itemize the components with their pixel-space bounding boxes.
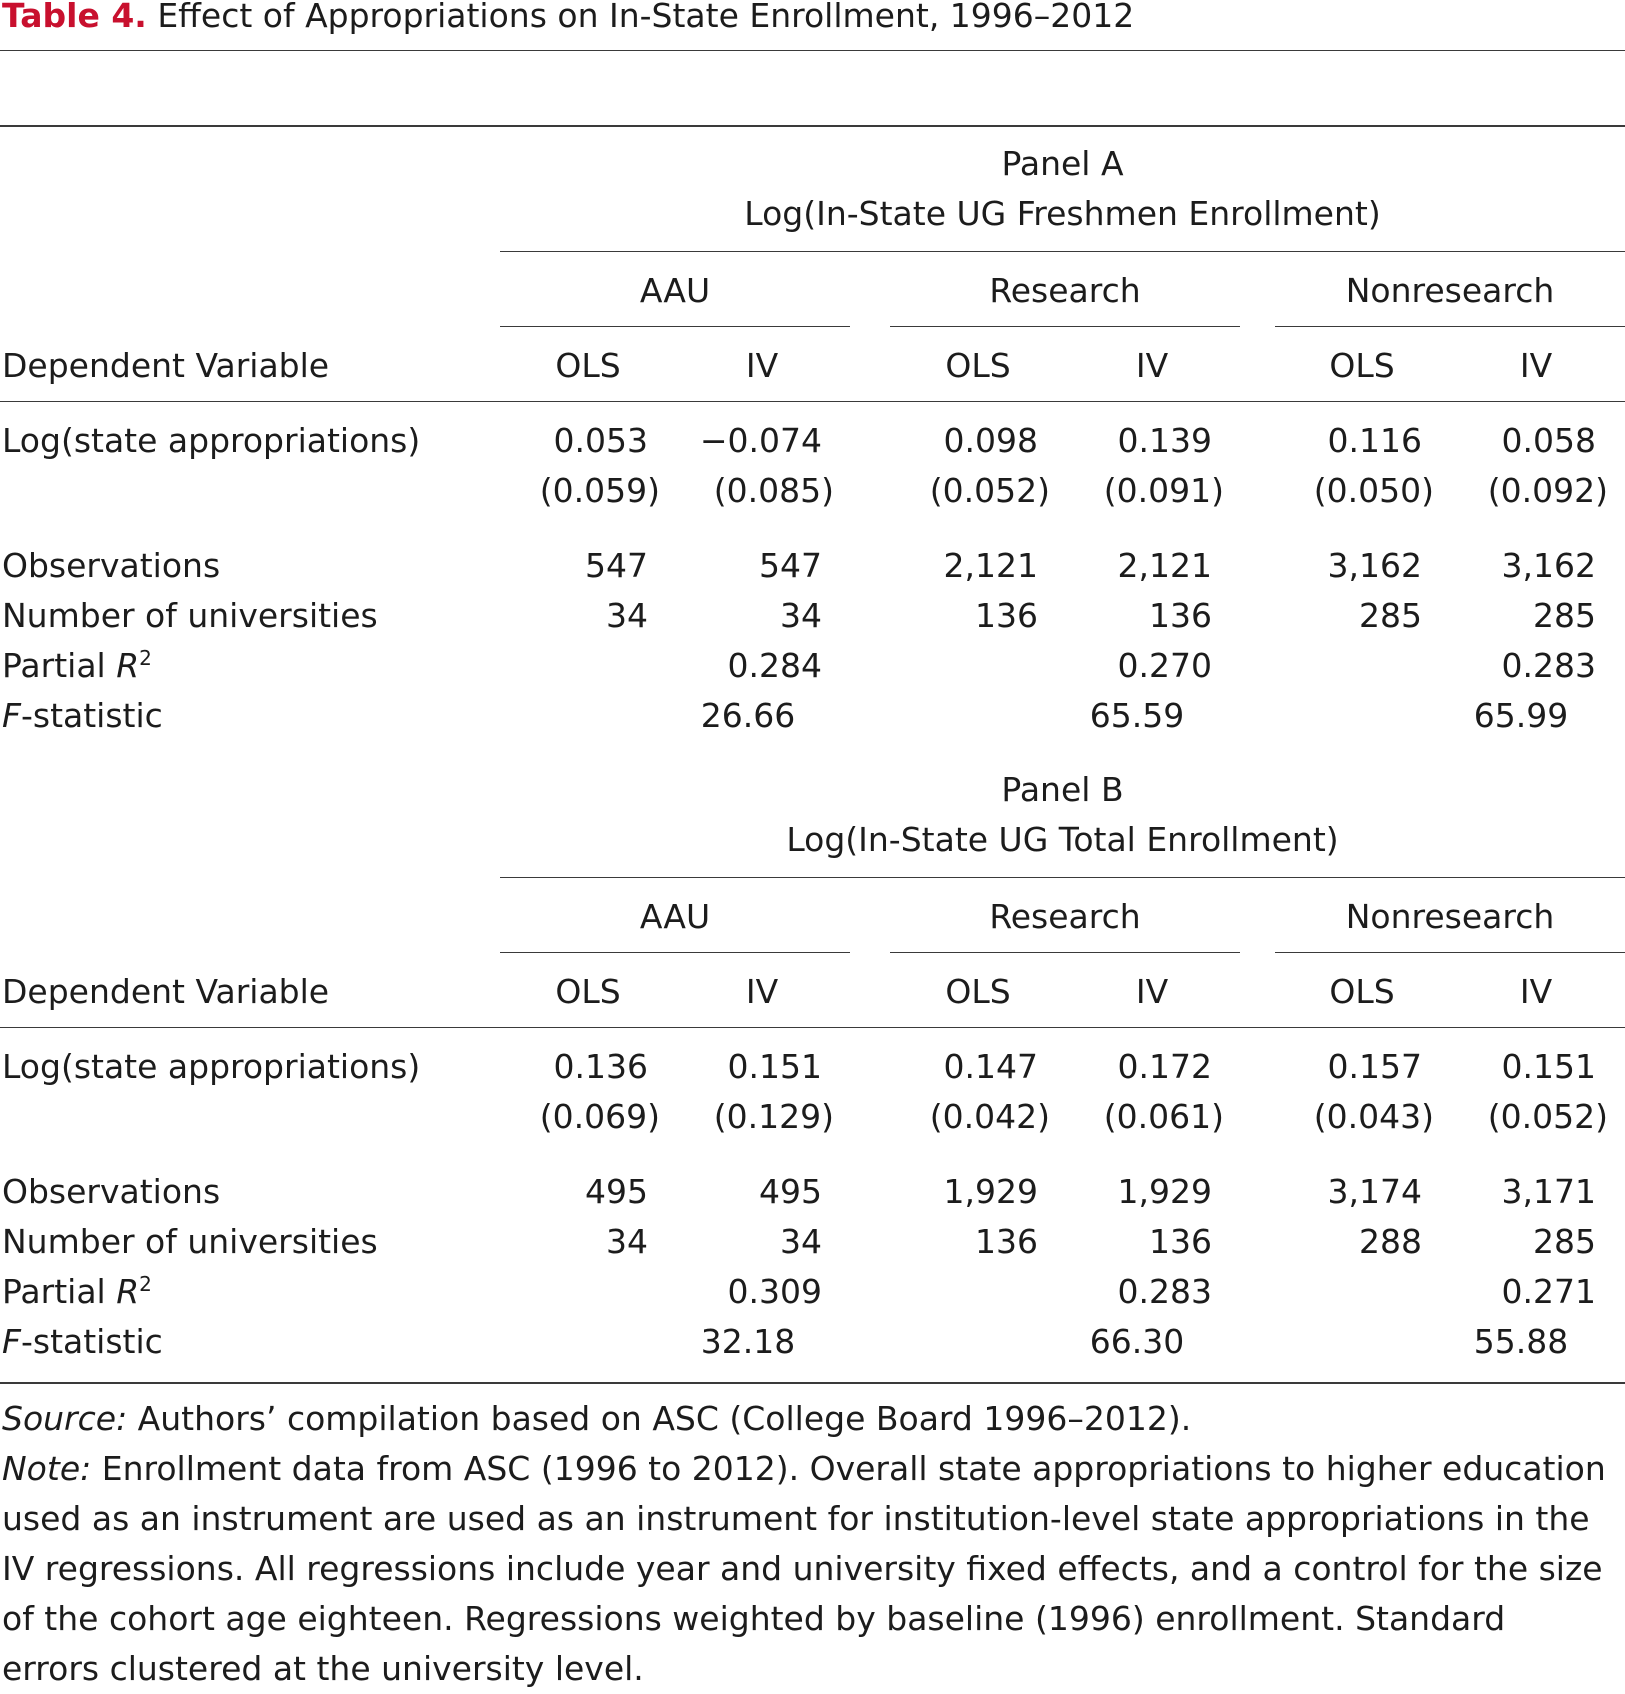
coefficient-cell: 0.157	[1327, 1047, 1422, 1086]
standard-error-cell: (0.052)	[929, 471, 1050, 510]
note-paragraph	[2, 1444, 1607, 1694]
r2-symbol: R	[116, 646, 140, 685]
panel-span-rule	[500, 877, 1625, 878]
universities-cell: 285	[1359, 596, 1422, 635]
partial-r2-cell: 0.270	[1117, 646, 1212, 685]
f-statistic-cell: 65.59	[1089, 696, 1185, 735]
coefficient-cell: 0.172	[1117, 1047, 1212, 1086]
note-label: Note:	[2, 1449, 92, 1488]
group-header: Research	[989, 897, 1141, 936]
coefficient-cell: 0.151	[1501, 1047, 1596, 1086]
table-title-text: Effect of Appropriations on In-State Enrollment, 1996–2012	[157, 0, 1135, 35]
coefficient-cell: 0.136	[553, 1047, 648, 1086]
group-header: Research	[989, 271, 1141, 310]
standard-error-cell: (0.069)	[539, 1097, 660, 1136]
title-rule	[0, 50, 1625, 51]
coefficient-cell: −0.074	[699, 421, 822, 460]
f-statistic-cell: 26.66	[700, 696, 796, 735]
group-span-rule	[890, 952, 1240, 953]
universities-cell: 136	[975, 1222, 1038, 1261]
observations-cell: 1,929	[1117, 1172, 1212, 1211]
r2-symbol: R	[116, 1272, 140, 1311]
header-bottom-rule	[0, 1027, 1625, 1028]
universities-cell: 288	[1359, 1222, 1422, 1261]
column-header: IV	[1135, 972, 1169, 1011]
partial-r2-cell: 0.309	[727, 1272, 822, 1311]
standard-error-cell: (0.061)	[1103, 1097, 1224, 1136]
coefficient-cell: 0.098	[943, 421, 1038, 460]
row-label	[2, 696, 163, 736]
standard-error-cell: (0.050)	[1313, 471, 1434, 510]
column-header: IV	[745, 972, 779, 1011]
dependent-variable-label: Log(In-State UG Total Enrollment)	[786, 820, 1339, 859]
r2-label-text: Partial	[2, 1272, 117, 1311]
coefficient-cell: 0.151	[727, 1047, 822, 1086]
group-span-rule	[1275, 326, 1625, 327]
observations-cell: 3,162	[1501, 546, 1596, 585]
group-span-rule	[500, 952, 850, 953]
coefficient-cell: 0.116	[1327, 421, 1422, 460]
dependent-variable-label: Log(In-State UG Freshmen Enrollment)	[744, 194, 1381, 233]
source-text: Authors’ compilation based on ASC (College Board 1996–2012).	[127, 1399, 1192, 1438]
observations-cell: 3,174	[1327, 1172, 1422, 1211]
table-bottom-rule	[0, 1382, 1625, 1384]
observations-cell: 547	[759, 546, 822, 585]
observations-cell: 495	[585, 1172, 648, 1211]
row-label: Number of universities	[2, 596, 378, 635]
partial-r2-cell: 0.283	[1117, 1272, 1212, 1311]
f-symbol: F	[2, 1322, 21, 1361]
row-label: Log(state appropriations)	[2, 421, 421, 460]
table-top-rule	[0, 125, 1625, 127]
group-span-rule	[890, 326, 1240, 327]
coefficient-cell: 0.147	[943, 1047, 1038, 1086]
column-header: IV	[1519, 346, 1553, 385]
table-title	[2, 0, 1134, 36]
group-span-rule	[500, 326, 850, 327]
universities-cell: 34	[606, 596, 648, 635]
row-label: Log(state appropriations)	[2, 1047, 421, 1086]
universities-cell: 136	[1149, 596, 1212, 635]
standard-error-cell: (0.059)	[539, 471, 660, 510]
standard-error-cell: (0.043)	[1313, 1097, 1434, 1136]
universities-cell: 285	[1533, 596, 1596, 635]
r2-label-text: Partial	[2, 646, 117, 685]
row-label	[2, 1272, 152, 1312]
stub-header: Dependent Variable	[2, 972, 330, 1011]
row-label	[2, 1322, 163, 1362]
column-header: IV	[1519, 972, 1553, 1011]
column-header: OLS	[945, 972, 1011, 1011]
source-note	[2, 1394, 1607, 1444]
table-number: Table 4.	[2, 0, 147, 35]
coefficient-cell: 0.058	[1501, 421, 1596, 460]
f-statistic-cell: 55.88	[1473, 1322, 1569, 1361]
group-header: AAU	[639, 271, 711, 310]
standard-error-cell: (0.092)	[1487, 471, 1608, 510]
universities-cell: 136	[1149, 1222, 1212, 1261]
universities-cell: 34	[780, 1222, 822, 1261]
column-header: IV	[745, 346, 779, 385]
universities-cell: 136	[975, 596, 1038, 635]
observations-cell: 495	[759, 1172, 822, 1211]
source-label: Source:	[2, 1399, 128, 1438]
universities-cell: 285	[1533, 1222, 1596, 1261]
row-label: Observations	[2, 1172, 221, 1211]
column-header: OLS	[945, 346, 1011, 385]
standard-error-cell: (0.091)	[1103, 471, 1224, 510]
column-header: OLS	[555, 972, 621, 1011]
group-header: Nonresearch	[1345, 897, 1555, 936]
f-statistic-cell: 66.30	[1089, 1322, 1185, 1361]
partial-r2-cell: 0.271	[1501, 1272, 1596, 1311]
observations-cell: 547	[585, 546, 648, 585]
standard-error-cell: (0.129)	[713, 1097, 834, 1136]
partial-r2-cell: 0.283	[1501, 646, 1596, 685]
r2-superscript: 2	[139, 1272, 152, 1296]
column-header: OLS	[1329, 972, 1395, 1011]
observations-cell: 3,162	[1327, 546, 1422, 585]
row-label: Observations	[2, 546, 221, 585]
partial-r2-cell: 0.284	[727, 646, 822, 685]
f-statistic-cell: 65.99	[1473, 696, 1569, 735]
standard-error-cell: (0.085)	[713, 471, 834, 510]
column-header: OLS	[555, 346, 621, 385]
coefficient-cell: 0.053	[553, 421, 648, 460]
group-header: AAU	[639, 897, 711, 936]
universities-cell: 34	[780, 596, 822, 635]
group-header: Nonresearch	[1345, 271, 1555, 310]
f-statistic-cell: 32.18	[700, 1322, 796, 1361]
observations-cell: 1,929	[943, 1172, 1038, 1211]
r2-superscript: 2	[139, 646, 152, 670]
observations-cell: 2,121	[1117, 546, 1212, 585]
panel-label: Panel B	[1001, 770, 1124, 809]
standard-error-cell: (0.042)	[929, 1097, 1050, 1136]
column-header: IV	[1135, 346, 1169, 385]
table-notes	[2, 1394, 1607, 1694]
row-label	[2, 646, 152, 686]
f-label-text: -statistic	[20, 1322, 163, 1361]
universities-cell: 34	[606, 1222, 648, 1261]
stub-header: Dependent Variable	[2, 346, 330, 385]
f-label-text: -statistic	[20, 696, 163, 735]
group-span-rule	[1275, 952, 1625, 953]
row-label: Number of universities	[2, 1222, 378, 1261]
note-text: Enrollment data from ASC (1996 to 2012). Overall state appropriations to higher education used as an instrument are used as an instrument for institution-level state appropriations in the IV regressions. All regressions include year and university fixed effects, and a control for the size of the cohort age eighteen. Regressions weighted by baseline (1996) enrollment. Standard errors clustered at the university level.	[2, 1449, 1606, 1688]
standard-error-cell: (0.052)	[1487, 1097, 1608, 1136]
panel-label: Panel A	[1001, 144, 1124, 183]
coefficient-cell: 0.139	[1117, 421, 1212, 460]
header-bottom-rule	[0, 401, 1625, 402]
observations-cell: 3,171	[1501, 1172, 1596, 1211]
f-symbol: F	[2, 696, 21, 735]
column-header: OLS	[1329, 346, 1395, 385]
panel-span-rule	[500, 251, 1625, 252]
observations-cell: 2,121	[943, 546, 1038, 585]
